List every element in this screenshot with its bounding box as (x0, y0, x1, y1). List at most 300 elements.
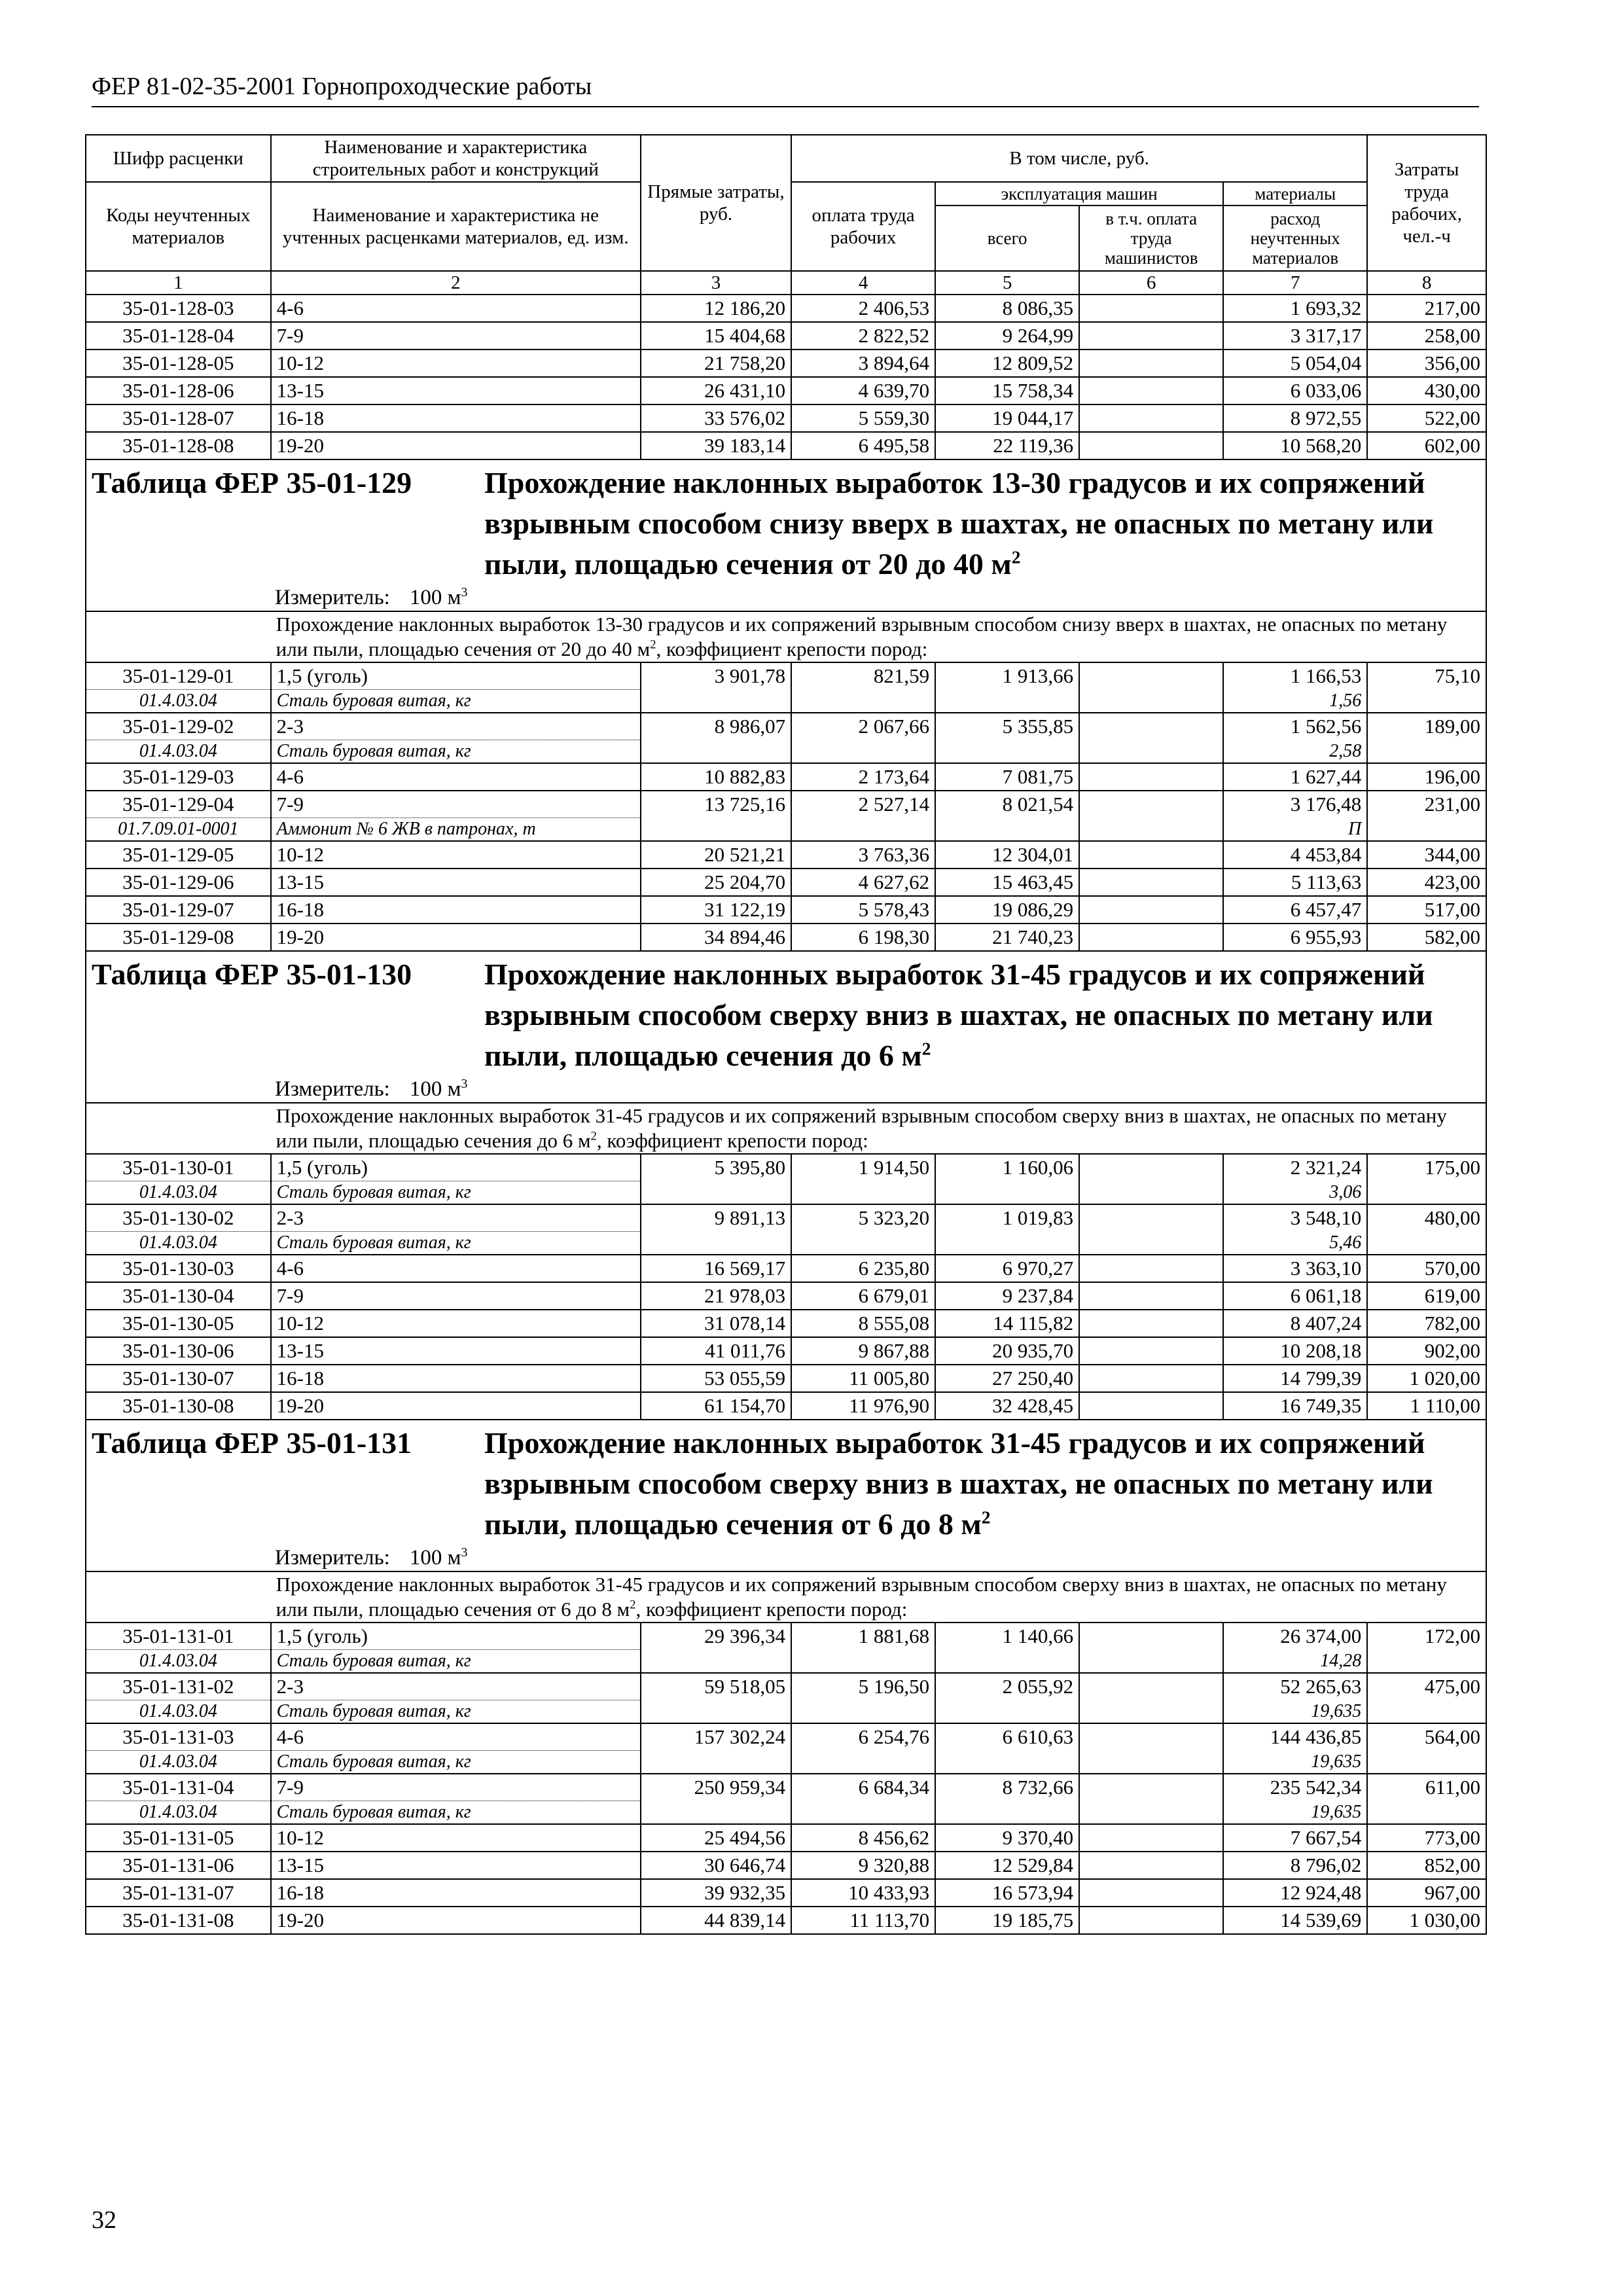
material-name: Сталь буровая витая, кг (271, 1751, 641, 1774)
labor-hours: 582,00 (1367, 924, 1486, 951)
materials: 8 972,55 (1223, 404, 1367, 432)
labor-hours: 602,00 (1367, 432, 1486, 459)
col-labor-cost: Затраты труда рабочих, чел.-ч (1367, 135, 1486, 271)
materials: 6 061,18 (1223, 1282, 1367, 1310)
empty-cell (641, 1700, 791, 1724)
rate-name: 4-6 (271, 1723, 641, 1751)
machine-labor (1079, 322, 1223, 350)
empty-cell (791, 1181, 935, 1205)
direct-cost: 250 959,34 (641, 1774, 791, 1801)
material-consumption: 14,28 (1223, 1650, 1367, 1674)
rate-code: 35-01-128-07 (86, 404, 271, 432)
direct-cost: 61 154,70 (641, 1392, 791, 1420)
labor-pay: 6 254,76 (791, 1723, 935, 1751)
direct-cost: 10 882,83 (641, 763, 791, 791)
rate-code: 35-01-131-07 (86, 1879, 271, 1907)
direct-cost: 39 932,35 (641, 1879, 791, 1907)
rate-code: 35-01-129-05 (86, 841, 271, 869)
machine-total: 9 370,40 (935, 1824, 1079, 1852)
machine-labor (1079, 1723, 1223, 1751)
machine-labor (1079, 1774, 1223, 1801)
material-row (86, 690, 1486, 713)
table-row (86, 1723, 1486, 1751)
rate-name: 19-20 (271, 432, 641, 459)
rate-name: 1,5 (уголь) (271, 1623, 641, 1650)
labor-hours: 967,00 (1367, 1879, 1486, 1907)
machine-total: 9 264,99 (935, 322, 1079, 350)
empty-cell (791, 1751, 935, 1774)
labor-hours: 1 020,00 (1367, 1365, 1486, 1392)
col-num: 3 (641, 271, 791, 295)
empty-cell (935, 740, 1079, 764)
material-consumption: 5,46 (1223, 1232, 1367, 1255)
empty-cell (1079, 1650, 1223, 1674)
materials: 1 562,56 (1223, 713, 1367, 740)
empty-cell (935, 818, 1079, 842)
empty-cell (935, 690, 1079, 713)
rate-name: 10-12 (271, 841, 641, 869)
direct-cost: 15 404,68 (641, 322, 791, 350)
empty-cell (791, 1650, 935, 1674)
empty-cell (1079, 1801, 1223, 1825)
machine-total: 6 610,63 (935, 1723, 1079, 1751)
labor-pay: 2 527,14 (791, 791, 935, 818)
rate-code: 35-01-129-02 (86, 713, 271, 740)
direct-cost: 21 978,03 (641, 1282, 791, 1310)
rate-code: 35-01-130-04 (86, 1282, 271, 1310)
materials: 14 539,69 (1223, 1907, 1367, 1934)
empty-cell (1367, 1751, 1486, 1774)
machine-total: 1 140,66 (935, 1623, 1079, 1650)
materials: 6 033,06 (1223, 377, 1367, 404)
direct-cost: 25 204,70 (641, 869, 791, 896)
empty-cell (791, 690, 935, 713)
rate-name: 2-3 (271, 713, 641, 740)
table-130-title: Прохождение наклонных выработок 31-45 градусов и их сопряжений взрывным способом сверху вниз в шахтах, не опасных по метану или пыли, площадью сечения до 6 $м^2$ (484, 958, 1433, 1072)
table-129-desc: Прохождение наклонных выработок 13-30 градусов и их сопряжений взрывным способом снизу вверх в шахтах, не опасных по метану или пыли, площадью сечения от 20 до 40 $м^2$, коэффициент крепости пород: (271, 611, 1486, 662)
labor-hours: 356,00 (1367, 350, 1486, 377)
col-incl: В том числе, руб. (791, 135, 1367, 182)
col-machines: эксплуатация машин (935, 182, 1223, 206)
labor-pay: 3 894,64 (791, 350, 935, 377)
empty-cell (791, 1801, 935, 1825)
material-name: Сталь буровая витая, кг (271, 1181, 641, 1205)
table-130-code: Таблица ФЕР 35-01-130 (92, 958, 412, 991)
labor-hours: 258,00 (1367, 322, 1486, 350)
materials: 1 627,44 (1223, 763, 1367, 791)
table-row (86, 1774, 1486, 1801)
table-header (86, 135, 1486, 295)
machine-labor (1079, 377, 1223, 404)
machine-total: 15 463,45 (935, 869, 1079, 896)
rate-code: 35-01-128-04 (86, 322, 271, 350)
labor-pay: 2 067,66 (791, 713, 935, 740)
machine-total: 12 809,52 (935, 350, 1079, 377)
machine-labor (1079, 1907, 1223, 1934)
machine-total: 32 428,45 (935, 1392, 1079, 1420)
col-materials: материалы (1223, 182, 1367, 206)
material-consumption: 1,56 (1223, 690, 1367, 713)
machine-total: 12 304,01 (935, 841, 1079, 869)
material-name: Сталь буровая витая, кг (271, 1232, 641, 1255)
rate-name: 4-6 (271, 295, 641, 322)
machine-labor (1079, 1879, 1223, 1907)
empty-cell (1079, 1700, 1223, 1724)
table-129-rows (86, 662, 1486, 951)
labor-pay: 1 914,50 (791, 1154, 935, 1181)
material-row (86, 1751, 1486, 1774)
labor-hours: 1 110,00 (1367, 1392, 1486, 1420)
materials: 7 667,54 (1223, 1824, 1367, 1852)
machine-labor (1079, 404, 1223, 432)
empty-cell (641, 740, 791, 764)
machine-labor (1079, 1204, 1223, 1232)
table-row (86, 896, 1486, 924)
table-row (86, 662, 1486, 690)
machine-total: 14 115,82 (935, 1310, 1079, 1337)
rate-name: 4-6 (271, 763, 641, 791)
table-128-rows (86, 295, 1486, 459)
materials: 1 693,32 (1223, 295, 1367, 322)
labor-hours: 517,00 (1367, 896, 1486, 924)
machine-labor (1079, 924, 1223, 951)
col-num: 5 (935, 271, 1079, 295)
material-consumption: 3,06 (1223, 1181, 1367, 1205)
materials: 235 542,34 (1223, 1774, 1367, 1801)
machine-labor (1079, 1852, 1223, 1879)
direct-cost: 33 576,02 (641, 404, 791, 432)
rate-code: 35-01-129-04 (86, 791, 271, 818)
table-row (86, 1879, 1486, 1907)
labor-hours: 619,00 (1367, 1282, 1486, 1310)
rate-name: 7-9 (271, 1774, 641, 1801)
direct-cost: 3 901,78 (641, 662, 791, 690)
rate-code: 35-01-128-05 (86, 350, 271, 377)
labor-hours: 175,00 (1367, 1154, 1486, 1181)
machine-total: 1 160,06 (935, 1154, 1079, 1181)
machine-labor (1079, 841, 1223, 869)
rate-code: 35-01-131-06 (86, 1852, 271, 1879)
table-row (86, 1154, 1486, 1181)
rate-code: 35-01-131-03 (86, 1723, 271, 1751)
material-code: 01.4.03.04 (86, 1751, 271, 1774)
machine-labor (1079, 432, 1223, 459)
table-row (86, 1337, 1486, 1365)
rate-name: 19-20 (271, 1392, 641, 1420)
labor-hours: 1 030,00 (1367, 1907, 1486, 1934)
empty-cell (791, 740, 935, 764)
materials: 10 208,18 (1223, 1337, 1367, 1365)
empty-cell (1079, 1751, 1223, 1774)
rate-code: 35-01-128-03 (86, 295, 271, 322)
rate-code: 35-01-131-04 (86, 1774, 271, 1801)
col-codes: Коды неучтенных материалов (86, 182, 271, 271)
machine-labor (1079, 350, 1223, 377)
direct-cost: 21 758,20 (641, 350, 791, 377)
labor-hours: 852,00 (1367, 1852, 1486, 1879)
table-130-rows (86, 1154, 1486, 1420)
col-num: 6 (1079, 271, 1223, 295)
table-row (86, 1392, 1486, 1420)
labor-pay: 6 235,80 (791, 1255, 935, 1282)
table-row (86, 1255, 1486, 1282)
rate-name: 1,5 (уголь) (271, 662, 641, 690)
empty-cell (1367, 740, 1486, 764)
direct-cost: 29 396,34 (641, 1623, 791, 1650)
table-row (86, 841, 1486, 869)
labor-hours: 172,00 (1367, 1623, 1486, 1650)
machine-total: 22 119,36 (935, 432, 1079, 459)
empty-cell (1079, 818, 1223, 842)
labor-hours: 344,00 (1367, 841, 1486, 869)
labor-pay: 9 320,88 (791, 1852, 935, 1879)
labor-pay: 11 113,70 (791, 1907, 935, 1934)
machine-labor (1079, 896, 1223, 924)
rate-name: 16-18 (271, 1365, 641, 1392)
table-row (86, 350, 1486, 377)
machine-labor (1079, 1673, 1223, 1700)
materials: 14 799,39 (1223, 1365, 1367, 1392)
direct-cost: 20 521,21 (641, 841, 791, 869)
machine-total: 20 935,70 (935, 1337, 1079, 1365)
machine-total: 21 740,23 (935, 924, 1079, 951)
table-row (86, 1365, 1486, 1392)
machine-total: 19 044,17 (935, 404, 1079, 432)
machine-labor (1079, 1623, 1223, 1650)
machine-labor (1079, 1337, 1223, 1365)
labor-hours: 217,00 (1367, 295, 1486, 322)
material-consumption: 19,635 (1223, 1700, 1367, 1724)
machine-total: 8 086,35 (935, 295, 1079, 322)
col-direct: Прямые затраты, руб. (641, 135, 791, 271)
labor-pay: 11 005,80 (791, 1365, 935, 1392)
material-code: 01.4.03.04 (86, 1700, 271, 1724)
machine-labor (1079, 1154, 1223, 1181)
table-row (86, 1623, 1486, 1650)
material-row (86, 1650, 1486, 1674)
material-code: 01.4.03.04 (86, 1232, 271, 1255)
rate-name: 16-18 (271, 404, 641, 432)
direct-cost: 26 431,10 (641, 377, 791, 404)
rate-name: 7-9 (271, 1282, 641, 1310)
direct-cost: 12 186,20 (641, 295, 791, 322)
material-name: Сталь буровая витая, кг (271, 740, 641, 764)
labor-pay: 5 196,50 (791, 1673, 935, 1700)
rate-name: 19-20 (271, 1907, 641, 1934)
empty-cell (1367, 690, 1486, 713)
col-mat-cons: расход неучтенных материалов (1223, 206, 1367, 271)
rate-name: 13-15 (271, 377, 641, 404)
empty-cell (1079, 1181, 1223, 1205)
table-row (86, 322, 1486, 350)
table-row (86, 1204, 1486, 1232)
machine-total: 12 529,84 (935, 1852, 1079, 1879)
labor-pay: 5 559,30 (791, 404, 935, 432)
materials: 16 749,35 (1223, 1392, 1367, 1420)
material-name: Сталь буровая витая, кг (271, 1700, 641, 1724)
table-129-title: Прохождение наклонных выработок 13-30 градусов и их сопряжений взрывным способом снизу вверх в шахтах, не опасных по метану или пыли, площадью сечения от 20 до 40 $м^2$ (484, 466, 1434, 581)
labor-pay: 4 639,70 (791, 377, 935, 404)
labor-pay: 8 555,08 (791, 1310, 935, 1337)
materials: 3 176,48 (1223, 791, 1367, 818)
col-num: 1 (86, 271, 271, 295)
materials: 10 568,20 (1223, 432, 1367, 459)
labor-pay: 5 578,43 (791, 896, 935, 924)
materials: 26 374,00 (1223, 1623, 1367, 1650)
empty-cell (1367, 818, 1486, 842)
materials: 144 436,85 (1223, 1723, 1367, 1751)
machine-total: 2 055,92 (935, 1673, 1079, 1700)
machine-total: 19 086,29 (935, 896, 1079, 924)
machine-total: 9 237,84 (935, 1282, 1079, 1310)
col-name-top: Наименование и характеристика строительных работ и конструкций (271, 135, 641, 182)
labor-hours: 475,00 (1367, 1673, 1486, 1700)
rate-code: 35-01-130-05 (86, 1310, 271, 1337)
materials: 3 363,10 (1223, 1255, 1367, 1282)
direct-cost: 5 395,80 (641, 1154, 791, 1181)
table-131 (86, 1420, 1486, 1623)
materials: 8 796,02 (1223, 1852, 1367, 1879)
table-131-measure: Измеритель: 100 $м^3$ (275, 1545, 468, 1570)
table-row (86, 1282, 1486, 1310)
rate-code: 35-01-130-07 (86, 1365, 271, 1392)
material-code: 01.4.03.04 (86, 1650, 271, 1674)
empty-cell (935, 1181, 1079, 1205)
table-row (86, 1673, 1486, 1700)
labor-hours: 75,10 (1367, 662, 1486, 690)
machine-total: 16 573,94 (935, 1879, 1079, 1907)
labor-hours: 902,00 (1367, 1337, 1486, 1365)
labor-pay: 11 976,90 (791, 1392, 935, 1420)
table-129-code: Таблица ФЕР 35-01-129 (92, 466, 412, 499)
direct-cost: 25 494,56 (641, 1824, 791, 1852)
materials: 4 453,84 (1223, 841, 1367, 869)
table-row (86, 432, 1486, 459)
table-row (86, 713, 1486, 740)
empty-cell (1367, 1700, 1486, 1724)
rate-code: 35-01-129-06 (86, 869, 271, 896)
empty-cell (1367, 1232, 1486, 1255)
col-num: 8 (1367, 271, 1486, 295)
labor-pay: 10 433,93 (791, 1879, 935, 1907)
machine-labor (1079, 1255, 1223, 1282)
empty-cell (1079, 740, 1223, 764)
material-consumption: 19,635 (1223, 1801, 1367, 1825)
table-row (86, 763, 1486, 791)
direct-cost: 13 725,16 (641, 791, 791, 818)
labor-pay: 2 406,53 (791, 295, 935, 322)
table-row (86, 295, 1486, 322)
page-number: 32 (92, 2206, 116, 2234)
col-labor: оплата труда рабочих (791, 182, 935, 271)
materials: 5 054,04 (1223, 350, 1367, 377)
labor-pay: 8 456,62 (791, 1824, 935, 1852)
machine-labor (1079, 791, 1223, 818)
col-num: 2 (271, 271, 641, 295)
material-code: 01.4.03.04 (86, 1801, 271, 1825)
table-row (86, 791, 1486, 818)
col-shifr: Шифр расценки (86, 135, 271, 182)
material-code: 01.7.09.01-0001 (86, 818, 271, 842)
rate-code: 35-01-131-02 (86, 1673, 271, 1700)
material-name: Сталь буровая витая, кг (271, 690, 641, 713)
materials: 2 321,24 (1223, 1154, 1367, 1181)
machine-labor (1079, 763, 1223, 791)
labor-pay: 4 627,62 (791, 869, 935, 896)
labor-pay: 2 173,64 (791, 763, 935, 791)
table-130-desc: Прохождение наклонных выработок 31-45 градусов и их сопряжений взрывным способом сверху вниз в шахтах, не опасных по метану или пыли, площадью сечения до 6 $м^2$, коэффициент крепости пород: (271, 1103, 1486, 1154)
labor-pay: 3 763,36 (791, 841, 935, 869)
labor-pay: 5 323,20 (791, 1204, 935, 1232)
col-num: 4 (791, 271, 935, 295)
machine-labor (1079, 662, 1223, 690)
empty-cell (1367, 1801, 1486, 1825)
material-row (86, 1700, 1486, 1724)
rate-name: 7-9 (271, 791, 641, 818)
rate-code: 35-01-129-03 (86, 763, 271, 791)
empty-cell (935, 1650, 1079, 1674)
rate-name: 4-6 (271, 1255, 641, 1282)
labor-hours: 570,00 (1367, 1255, 1486, 1282)
rate-name: 2-3 (271, 1673, 641, 1700)
materials: 3 317,17 (1223, 322, 1367, 350)
machine-total: 6 970,27 (935, 1255, 1079, 1282)
material-code: 01.4.03.04 (86, 740, 271, 764)
machine-labor (1079, 1824, 1223, 1852)
labor-hours: 522,00 (1367, 404, 1486, 432)
empty-cell (641, 1801, 791, 1825)
direct-cost: 157 302,24 (641, 1723, 791, 1751)
table-row (86, 869, 1486, 896)
machine-labor (1079, 1365, 1223, 1392)
rate-name: 7-9 (271, 322, 641, 350)
machine-total: 7 081,75 (935, 763, 1079, 791)
materials: 1 166,53 (1223, 662, 1367, 690)
rate-code: 35-01-129-01 (86, 662, 271, 690)
materials: 8 407,24 (1223, 1310, 1367, 1337)
machine-total: 5 355,85 (935, 713, 1079, 740)
col-num: 7 (1223, 271, 1367, 295)
rate-code: 35-01-131-05 (86, 1824, 271, 1852)
empty-cell (935, 1751, 1079, 1774)
table-131-desc: Прохождение наклонных выработок 31-45 градусов и их сопряжений взрывным способом сверху вниз в шахтах, не опасных по метану или пыли, площадью сечения от 6 до 8 $м^2$, коэффициент крепости пород: (271, 1571, 1486, 1623)
table-row (86, 924, 1486, 951)
labor-pay: 1 881,68 (791, 1623, 935, 1650)
material-row (86, 1801, 1486, 1825)
rate-code: 35-01-129-08 (86, 924, 271, 951)
direct-cost: 16 569,17 (641, 1255, 791, 1282)
direct-cost: 8 986,07 (641, 713, 791, 740)
rate-code: 35-01-128-06 (86, 377, 271, 404)
material-code: 01.4.03.04 (86, 690, 271, 713)
rate-name: 2-3 (271, 1204, 641, 1232)
machine-total: 19 185,75 (935, 1907, 1079, 1934)
material-row (86, 818, 1486, 842)
labor-hours: 189,00 (1367, 713, 1486, 740)
materials: 12 924,48 (1223, 1879, 1367, 1907)
table-130-measure: Измеритель: 100 $м^3$ (275, 1077, 468, 1101)
rates-table (85, 134, 1487, 1935)
rate-name: 16-18 (271, 896, 641, 924)
empty-cell (1079, 690, 1223, 713)
labor-pay: 6 198,30 (791, 924, 935, 951)
table-129-measure: Измеритель: 100 $м^3$ (275, 585, 468, 609)
machine-labor (1079, 869, 1223, 896)
direct-cost: 34 894,46 (641, 924, 791, 951)
labor-pay: 2 822,52 (791, 322, 935, 350)
materials: 6 457,47 (1223, 896, 1367, 924)
labor-pay: 6 679,01 (791, 1282, 935, 1310)
